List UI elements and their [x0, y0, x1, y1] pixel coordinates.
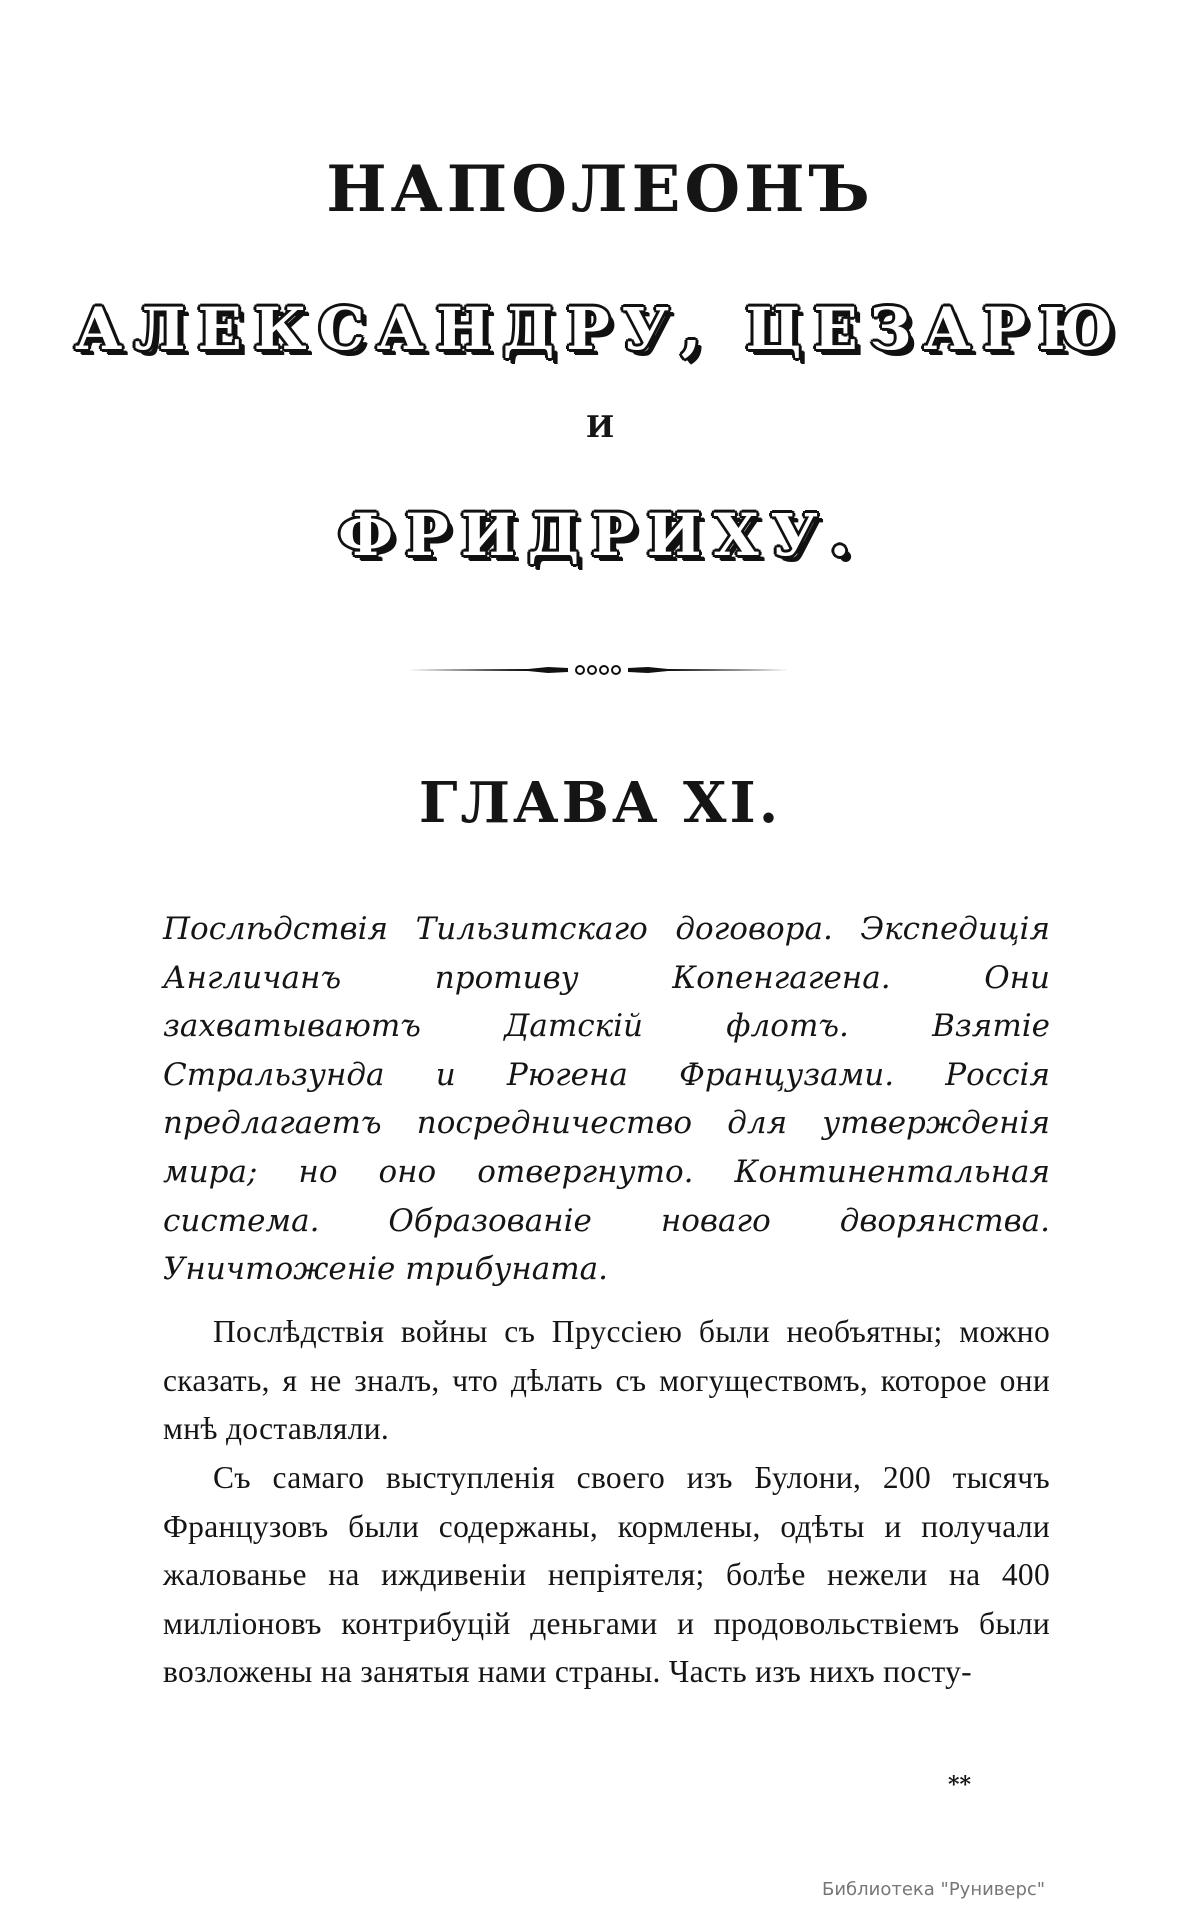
library-watermark: Библиотека "Руниверс" [822, 1879, 1046, 1900]
title-friedrich: ФРИДРИХУ. [338, 501, 862, 569]
paragraph-2: Съ самаго выступленія своего изъ Булони, 200 тысячъ Французовъ были содержаны, кормлены, одѣты и получали жалованье на иждивеніи непріятеля; болѣе нежели на 400 милліоновъ контрибуцій деньгами и продовольствіемъ были возложены на занятыя нами страны. Часть изъ нихъ посту- [163, 1460, 1050, 1690]
title-napoleon: НАПОЛЕОНЪ [326, 152, 874, 227]
chapter-summary: Послѣдствія Тильзитскаго договора. Экспедиція Англичанъ противу Копенгагена. Они захватываютъ Датскій флотъ. Взятіе Стральзунда и Рюгена Французами. Россія предлагаетъ посредничество для утвержденія мира; но оно отвергнуто. Континентальная система. Образованіе новаго дворянства. Уничтоженіе трибуната. [163, 911, 1050, 1288]
paragraph-1: Послѣдствія войны съ Пруссіею были необъятны; можно сказать, я не зналъ, что дѣлать съ могуществомъ, которое они мнѣ доставляли. [163, 1314, 1050, 1447]
signature-mark: ** [948, 1772, 972, 1798]
title-conjunction: И [585, 410, 615, 445]
title-alexander-caesar: АЛЕКСАНДРУ, ЦЕЗАРЮ [75, 295, 1125, 363]
ornamental-divider [408, 660, 788, 680]
chapter-heading: ГЛАВА XI. [418, 770, 782, 836]
